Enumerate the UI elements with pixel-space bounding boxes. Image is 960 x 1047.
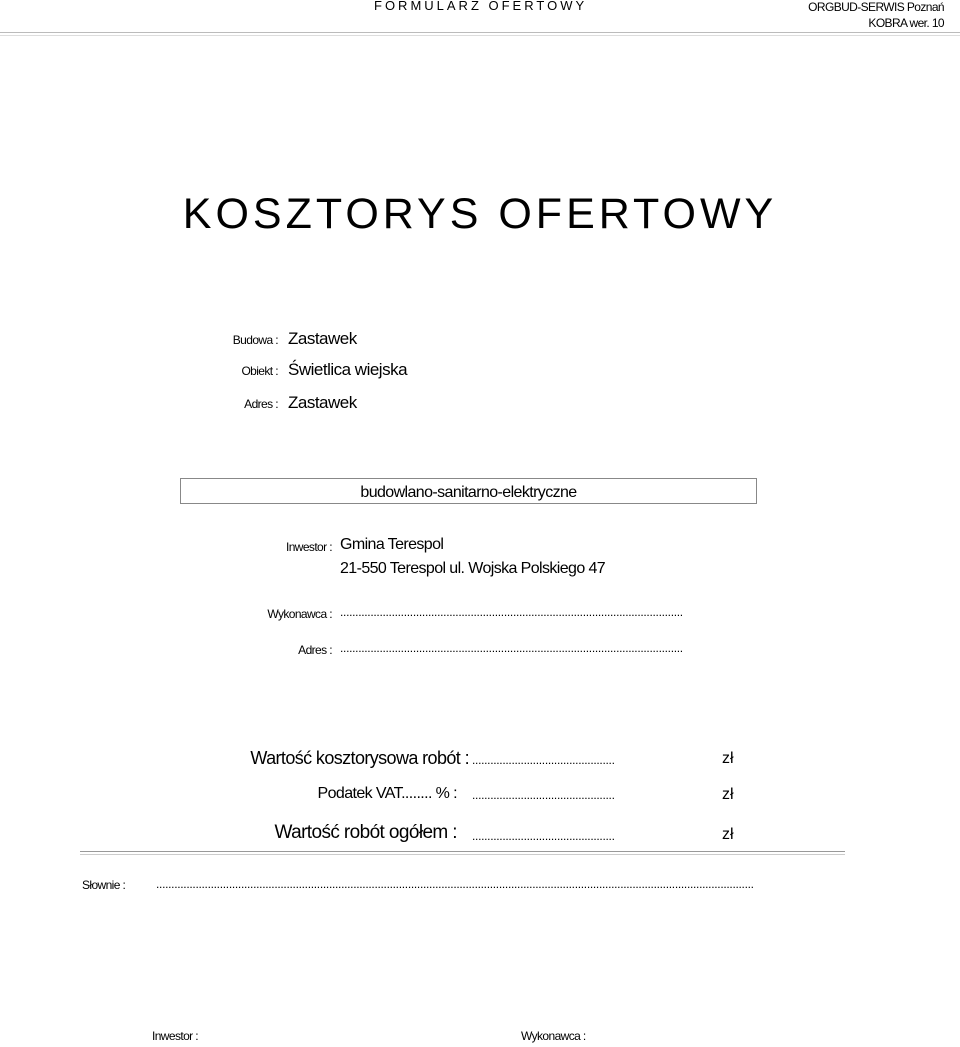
investor-signature-label: Inwestor : (152, 1029, 199, 1043)
form-header-title: FORMULARZ OFERTOWY (374, 0, 588, 13)
contractor-label: Wykonawca : (267, 607, 332, 621)
total-value: ............................................... (472, 829, 615, 843)
header-company-block (808, 0, 944, 31)
obiekt-label: Obiekt : (241, 364, 278, 378)
company-name: ORGBUD-SERWIS Poznań (808, 0, 944, 14)
summary-divider (80, 851, 845, 855)
investor-label: Inwestor : (285, 540, 332, 554)
investor-address: 21-550 Terespol ul. Wojska Polskiego 47 (340, 560, 606, 577)
cost-value: ............................................... (472, 753, 615, 767)
budowa-label: Budowa : (232, 333, 278, 347)
slownie-label: Słownie : (82, 878, 126, 892)
slownie-value: ..................................................................................................................................................................................................... (156, 877, 754, 891)
adres-label: Adres : (244, 397, 278, 411)
adres-value: Zastawek (288, 393, 357, 412)
scope-text: budowlano-sanitarno-elektryczne (360, 484, 577, 501)
investor-name: Gmina Terespol (340, 536, 444, 553)
software-version: KOBRA wer. 10 (868, 16, 944, 30)
scope-box (180, 478, 757, 504)
header-divider (0, 32, 960, 36)
contractor-value: ................................................................................................................. (340, 605, 683, 619)
cost-label: Wartość kosztorysowa robót : (250, 748, 469, 768)
total-label: Wartość robót ogółem : (274, 822, 457, 843)
vat-value: ............................................... (472, 788, 615, 802)
obiekt-value: Świetlica wiejska (288, 360, 408, 379)
vat-label: Podatek VAT........ % : (317, 785, 457, 802)
contractor-signature-label: Wykonawca : (521, 1029, 586, 1043)
document-title: KOSZTORYS OFERTOWY (182, 190, 778, 238)
budowa-value: Zastawek (288, 329, 357, 348)
contractor-address-label: Adres : (298, 643, 332, 657)
total-currency: zł (722, 826, 734, 843)
cost-currency: zł (722, 750, 734, 767)
contractor-address-value: ................................................................................................................. (340, 641, 683, 655)
vat-currency: zł (722, 786, 734, 803)
